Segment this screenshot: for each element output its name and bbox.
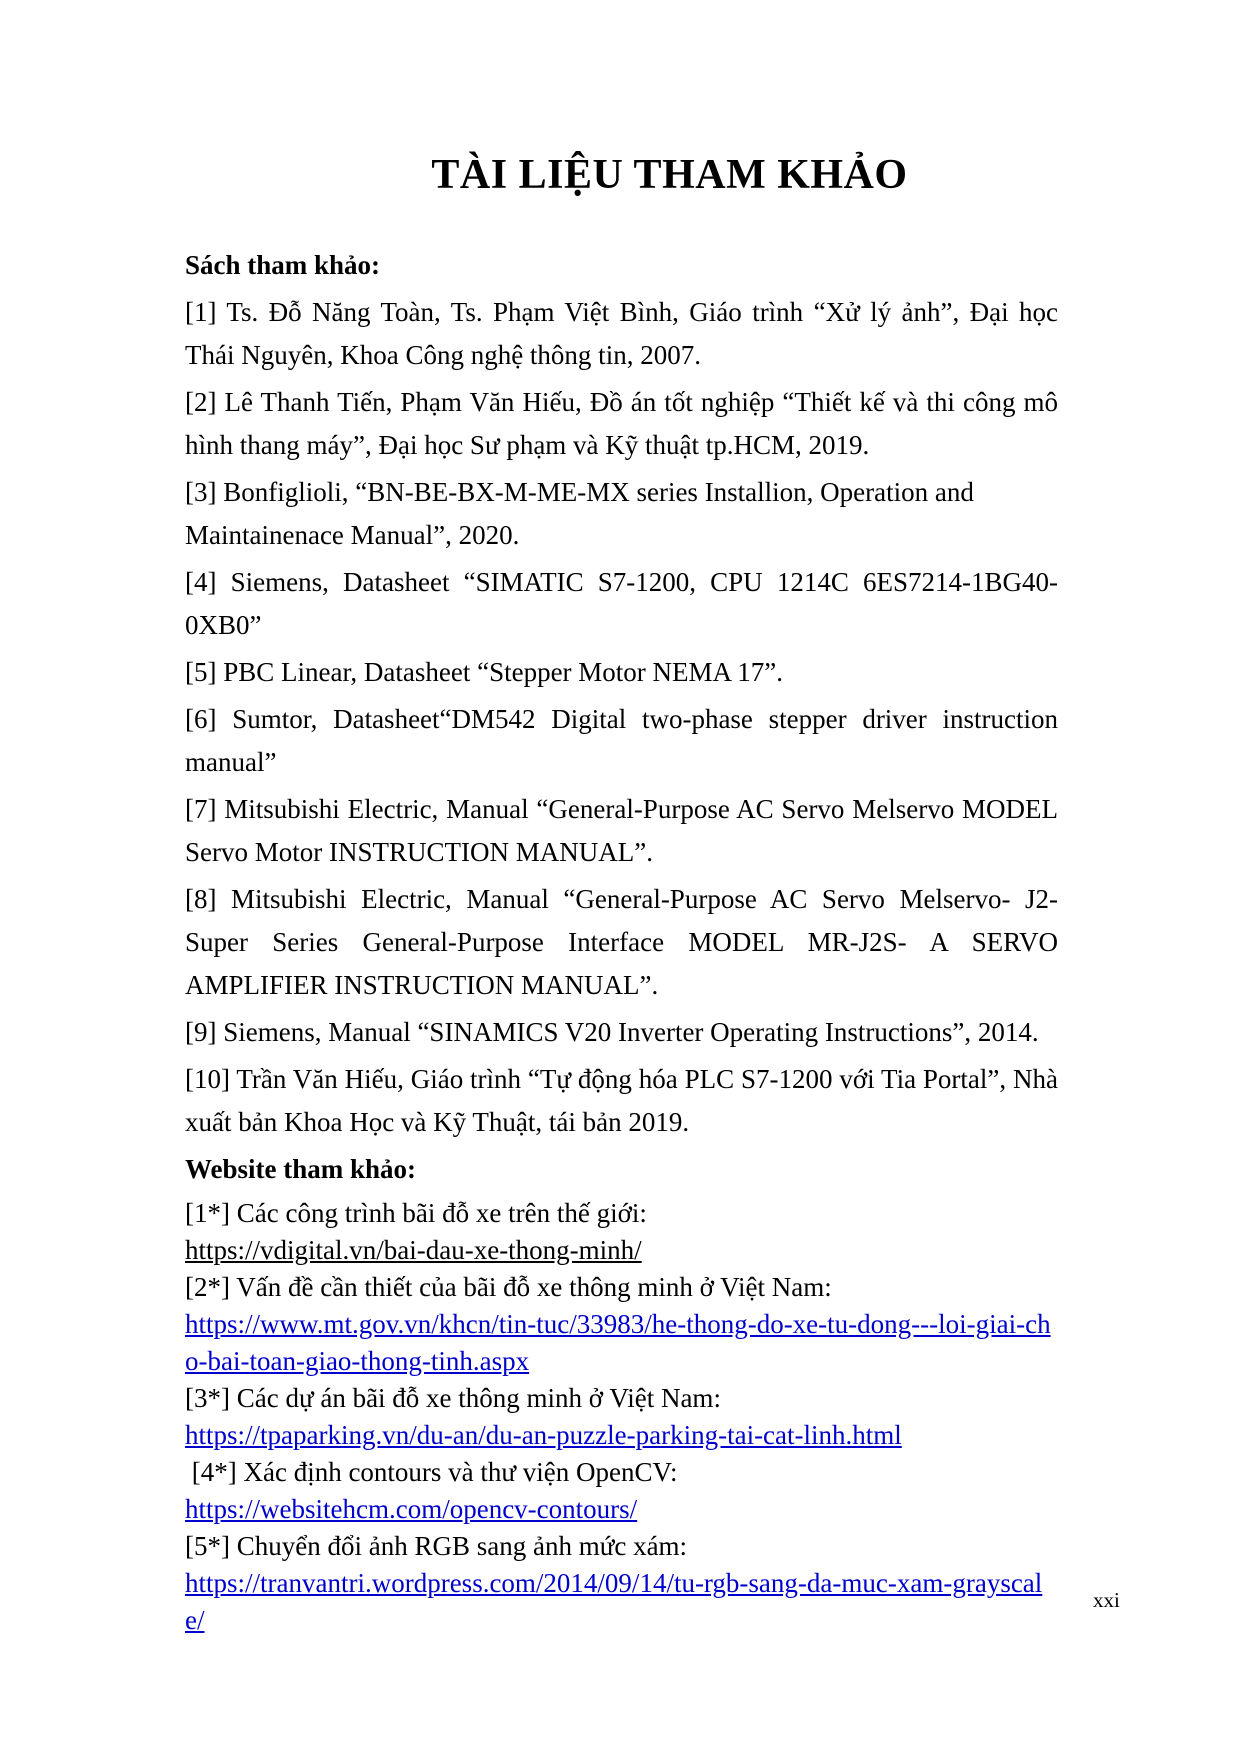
book-reference: [8] Mitsubishi Electric, Manual “General-Purpose AC Servo Melservo- J2-Super Series General-Purpose Interface MODEL MR-J2S- A SERVO AMPLIFIER INSTRUCTION MANUAL”. [185, 884, 1058, 1000]
book-reference: [3] Bonfiglioli, “BN-BE-BX-M-ME-MX series Installion, Operation and Maintainenace Manual”, 2020. [185, 477, 974, 550]
book-reference: [1] Ts. Đỗ Năng Toàn, Ts. Phạm Việt Bình, Giáo trình “Xử lý ảnh”, Đại học Thái Nguyên, Khoa Công nghệ thông tin, 2007. [185, 297, 1058, 370]
book-reference: [10] Trần Văn Hiếu, Giáo trình “Tự động hóa PLC S7-1200 với Tia Portal”, Nhà xuất bản Khoa Học và Kỹ Thuật, tái bản 2019. [185, 1064, 1058, 1137]
website-references-list [185, 1195, 1058, 1639]
website-reference-link[interactable]: https://tranvantri.wordpress.com/2014/09/14/tu-rgb-sang-da-muc-xam-grayscale/ [185, 1568, 1043, 1635]
website-reference-link[interactable]: https://www.mt.gov.vn/khcn/tin-tuc/33983/he-thong-do-xe-tu-dong---loi-giai-cho-bai-toan-giao-thong-tinh.aspx [185, 1309, 1051, 1376]
website-reference-link[interactable]: https://vdigital.vn/bai-dau-xe-thong-minh/ [185, 1235, 642, 1265]
website-reference-label: [2*] Vấn đề cần thiết của bãi đỗ xe thông minh ở Việt Nam: [185, 1272, 832, 1302]
book-reference: [6] Sumtor, Datasheet“DM542 Digital two-phase stepper driver instruction manual” [185, 704, 1058, 777]
page-number: xxi [1093, 1588, 1120, 1612]
website-reference-label: [1*] Các công trình bãi đỗ xe trên thế giới: [185, 1198, 647, 1228]
book-references-list [185, 291, 1058, 1144]
page-title: TÀI LIỆU THAM KHẢO [431, 152, 908, 198]
website-reference-link[interactable]: https://websitehcm.com/opencv-contours/ [185, 1494, 638, 1524]
website-reference-label: [5*] Chuyển đổi ảnh RGB sang ảnh mức xám: [185, 1531, 688, 1561]
website-reference-link[interactable]: https://tpaparking.vn/du-an/du-an-puzzle-parking-tai-cat-linh.html [185, 1420, 902, 1450]
website-reference-label: [3*] Các dự án bãi đỗ xe thông minh ở Việt Nam: [185, 1383, 721, 1413]
website-reference-label: [4*] Xác định contours và thư viện OpenCV: [185, 1457, 678, 1487]
book-reference: [7] Mitsubishi Electric, Manual “General-Purpose AC Servo Melservo MODEL Servo Motor INSTRUCTION MANUAL”. [185, 794, 1058, 867]
book-reference: [5] PBC Linear, Datasheet “Stepper Motor NEMA 17”. [185, 657, 784, 687]
books-section-heading: Sách tham khảo: [185, 250, 381, 280]
websites-section-heading: Website tham khảo: [185, 1154, 417, 1184]
page-content [185, 0, 1058, 1639]
book-reference: [2] Lê Thanh Tiến, Phạm Văn Hiếu, Đồ án tốt nghiệp “Thiết kế và thi công mô hình thang máy”, Đại học Sư phạm và Kỹ thuật tp.HCM, 2019. [185, 387, 1058, 460]
book-reference: [4] Siemens, Datasheet “SIMATIC S7-1200, CPU 1214C 6ES7214-1BG40-0XB0” [185, 567, 1058, 640]
book-reference: [9] Siemens, Manual “SINAMICS V20 Inverter Operating Instructions”, 2014. [185, 1017, 1039, 1047]
